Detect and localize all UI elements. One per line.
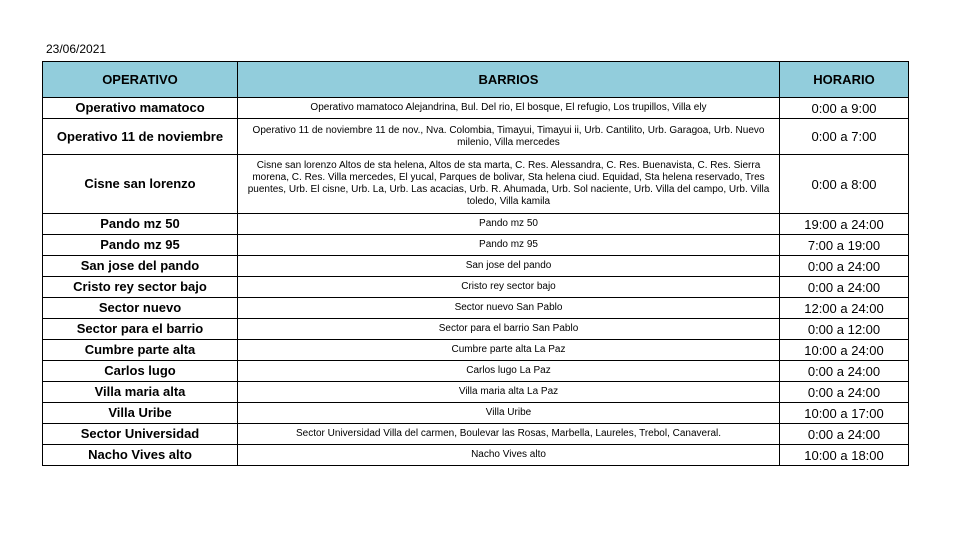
table-row	[43, 319, 909, 340]
horario-cell: 0:00 a 24:00	[780, 424, 909, 445]
operativo-cell: Sector Universidad	[43, 424, 238, 445]
table-row	[43, 424, 909, 445]
header-operativo: OPERATIVO	[43, 62, 238, 98]
horario-cell: 19:00 a 24:00	[780, 214, 909, 235]
barrios-cell: Cisne san lorenzo Altos de sta helena, Altos de sta marta, C. Res. Alessandra, C. Res. Buenavista, C. Res. Sierra morena, C. Res. Villa mercedes, El yucal, Parques de bolivar, Sta helena ciud. Equidad, Sta helena reservado, Tres puentes, Urb. El cisne, Urb. La, Urb. Las acacias, Urb. R. Ahumada, Urb. Sol naciente, Urb. Villa del campo, Urb. Villa toledo, Villa kamila	[238, 155, 780, 214]
operativo-cell: Pando mz 50	[43, 214, 238, 235]
table-row	[43, 445, 909, 466]
table-row	[43, 98, 909, 119]
operativo-cell: Sector para el barrio	[43, 319, 238, 340]
barrios-cell: Villa Uribe	[238, 403, 780, 424]
barrios-cell: Cristo rey sector bajo	[238, 277, 780, 298]
barrios-cell: Sector nuevo San Pablo	[238, 298, 780, 319]
barrios-cell: Pando mz 95	[238, 235, 780, 256]
horario-cell: 10:00 a 18:00	[780, 445, 909, 466]
operativo-cell: Villa Uribe	[43, 403, 238, 424]
table-row	[43, 256, 909, 277]
horario-cell: 12:00 a 24:00	[780, 298, 909, 319]
operativo-cell: Operativo 11 de noviembre	[43, 119, 238, 155]
barrios-cell: Sector para el barrio San Pablo	[238, 319, 780, 340]
table-row	[43, 119, 909, 155]
table-row	[43, 361, 909, 382]
horario-cell: 0:00 a 24:00	[780, 382, 909, 403]
horario-cell: 0:00 a 24:00	[780, 277, 909, 298]
horario-cell: 7:00 a 19:00	[780, 235, 909, 256]
horario-cell: 0:00 a 12:00	[780, 319, 909, 340]
operativo-cell: Cumbre parte alta	[43, 340, 238, 361]
operativo-cell: Villa maria alta	[43, 382, 238, 403]
barrios-cell: Operativo 11 de noviembre 11 de nov., Nva. Colombia, Timayui, Timayui ii, Urb. Cantilito, Urb. Garagoa, Urb. Nuevo milenio, Villa mercedes	[238, 119, 780, 155]
horario-cell: 0:00 a 8:00	[780, 155, 909, 214]
operativo-cell: Nacho Vives alto	[43, 445, 238, 466]
table-row	[43, 214, 909, 235]
horario-cell: 10:00 a 24:00	[780, 340, 909, 361]
operativo-cell: Sector nuevo	[43, 298, 238, 319]
operativo-cell: Pando mz 95	[43, 235, 238, 256]
barrios-cell: Sector Universidad Villa del carmen, Boulevar las Rosas, Marbella, Laureles, Trebol, Canaveral.	[238, 424, 780, 445]
header-horario: HORARIO	[780, 62, 909, 98]
operativo-cell: San jose del pando	[43, 256, 238, 277]
table-row	[43, 155, 909, 214]
document-date: 23/06/2021	[46, 42, 107, 56]
barrios-cell: Nacho Vives alto	[238, 445, 780, 466]
table-header-row	[43, 62, 909, 98]
barrios-cell: Pando mz 50	[238, 214, 780, 235]
schedule-table	[42, 61, 909, 466]
table-row	[43, 235, 909, 256]
horario-cell: 0:00 a 9:00	[780, 98, 909, 119]
horario-cell: 0:00 a 24:00	[780, 256, 909, 277]
operativo-cell: Carlos lugo	[43, 361, 238, 382]
table-row	[43, 277, 909, 298]
barrios-cell: Carlos lugo La Paz	[238, 361, 780, 382]
barrios-cell: Operativo mamatoco Alejandrina, Bul. Del rio, El bosque, El refugio, Los trupillos, Villa ely	[238, 98, 780, 119]
horario-cell: 0:00 a 7:00	[780, 119, 909, 155]
operativo-cell: Cisne san lorenzo	[43, 155, 238, 214]
operativo-cell: Cristo rey sector bajo	[43, 277, 238, 298]
barrios-cell: Cumbre parte alta La Paz	[238, 340, 780, 361]
operativo-cell: Operativo mamatoco	[43, 98, 238, 119]
horario-cell: 0:00 a 24:00	[780, 361, 909, 382]
header-barrios: BARRIOS	[238, 62, 780, 98]
table-row	[43, 382, 909, 403]
horario-cell: 10:00 a 17:00	[780, 403, 909, 424]
barrios-cell: San jose del pando	[238, 256, 780, 277]
table-row	[43, 403, 909, 424]
table-row	[43, 298, 909, 319]
table-row	[43, 340, 909, 361]
barrios-cell: Villa maria alta La Paz	[238, 382, 780, 403]
